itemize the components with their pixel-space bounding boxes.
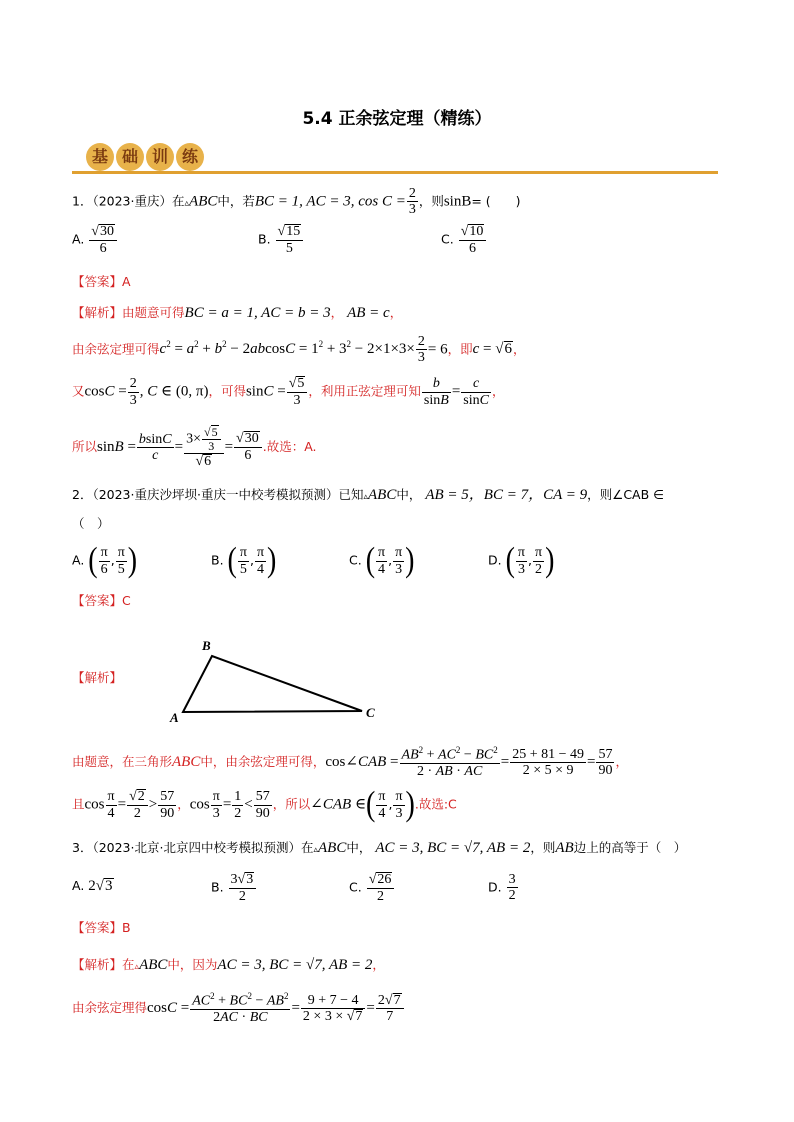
q3-option-b[interactable]: B. $\frac{3√3}{2}$ [211, 872, 257, 904]
triangle-diagram [160, 632, 390, 724]
q1-solution-line-2: 由余弦定理可得$c^2 = a^2 + b^2 - 2abcosC = 1^2 + 3^2 - 2\times 1\times 3\times$ $\frac{2}{3}$ = 6，即c = √6， [72, 334, 526, 366]
q1-option-b[interactable]: B. $\frac{√15}{5}$ [258, 224, 304, 256]
q2-option-a[interactable]: A. ( $\frac{\pi}{6}$ , $\frac{\pi}{5}$ ) [72, 541, 138, 580]
q1-option-c[interactable]: C. $\frac{√10}{6}$ [441, 224, 487, 256]
q1-stem: 1．（2023·重庆）在▵ABC中，若BC = 1, AC = 3, cos C = $\frac{2}{3}$ ，则sinB= ( ) [72, 186, 521, 218]
q3-solution-line-2: 由余弦定理得cosC = $\frac{AC^2 + BC^2 - AB^2}{2AC \cdot BC}$ = $\frac{9 + 7 - 4}{2 \times 3 \times √7}$ = $\frac{2√7}{7}$ [72, 992, 405, 1025]
q3-stem: 3．（2023·北京·北京四中校考模拟预测）在▵ABC中， AC = 3, BC = √7, AB = 2，则AB边上的高等于（ ） [72, 840, 687, 856]
badge-char: 练 [176, 143, 204, 171]
q3-option-a[interactable]: A. 2√3 [72, 878, 113, 894]
q2-stem: 2．（2023·重庆沙坪坝·重庆一中校考模拟预测）已知▵ABC中， AB = 5，BC = 7，CA = 9，则∠CAB ∈ [72, 487, 665, 503]
badge-char: 训 [146, 143, 174, 171]
q2-solution-line-2: 且cos $\frac{\pi}{4}$ = $\frac{√2}{2}$ > $\frac{57}{90}$ ，cos $\frac{\pi}{3}$ = $\frac{1}{2}$ < $\frac{57}{90}$ ，所以∠CAB ∈( $\frac{\pi}{4}$ , $\frac{\pi}{3}$ ).故选:C [72, 785, 457, 824]
q3-option-c[interactable]: C. $\frac{√26}{2}$ [349, 872, 395, 904]
q1-solution-line-1: 【解析】由题意可得BC = a = 1, AC = b = 3， AB = c， [72, 305, 403, 321]
q2-option-b[interactable]: B. ( $\frac{\pi}{5}$ , $\frac{\pi}{4}$ ) [211, 541, 277, 580]
q3-solution-line-1: 【解析】在▵ABC中，因为AC = 3, BC = √7, AB = 2， [72, 957, 385, 973]
fraction: $\frac{2}{3}$ [408, 186, 416, 218]
vertex-label-a: A [170, 710, 179, 724]
badge-char: 基 [86, 143, 114, 171]
q3-answer: 【答案】B [72, 920, 131, 935]
q3-option-d[interactable]: D. $\frac{3}{2}$ [488, 872, 516, 904]
q2-solution-line-1: 由题意，在三角形ABC中，由余弦定理可得，cos∠CAB = $\frac{AB^2 + AC^2 - BC^2}{2 \cdot AB \cdot AC}$ = $\frac{25 + 81 - 49}{2 \times 5 \times 9}$ = $\frac{57}{90}$ ， [72, 745, 628, 780]
q1-solution-line-4: 所以sinB = $\frac{bsinC}{c}$ = 3× $\frac{√5}{3}$ √6 = $\frac{√30}{6}$ .故选：A. [72, 425, 317, 470]
q2-stem-paren: （ ） [72, 516, 110, 531]
section-rule [72, 171, 718, 174]
section-badge [86, 143, 204, 171]
triangle-abc [183, 656, 362, 712]
q1-solution-line-3: 又cosC = $\frac{2}{3}$ , C ∈ (0, π)，可得sinC = $\frac{√5}{3}$ ，利用正弦定理可知 $\frac{b}{\sin B}$ = $\frac{c}{\sin C}$ ， [72, 376, 505, 408]
q2-option-c[interactable]: C. ( $\frac{\pi}{4}$ , $\frac{\pi}{3}$ ) [349, 541, 415, 580]
q1-option-a[interactable]: A. $\frac{√30}{6}$ [72, 224, 118, 256]
q2-solution-label: 【解析】 [72, 670, 123, 685]
vertex-label-c: C [366, 705, 375, 720]
page-title: 5.4 正余弦定理（精练） [302, 109, 492, 129]
badge-char: 础 [116, 143, 144, 171]
q2-option-d[interactable]: D. ( $\frac{\pi}{3}$ , $\frac{\pi}{2}$ ) [488, 541, 555, 580]
vertex-label-b: B [202, 638, 211, 653]
q1-answer: 【答案】A [72, 274, 131, 289]
q2-answer: 【答案】C [72, 593, 131, 608]
